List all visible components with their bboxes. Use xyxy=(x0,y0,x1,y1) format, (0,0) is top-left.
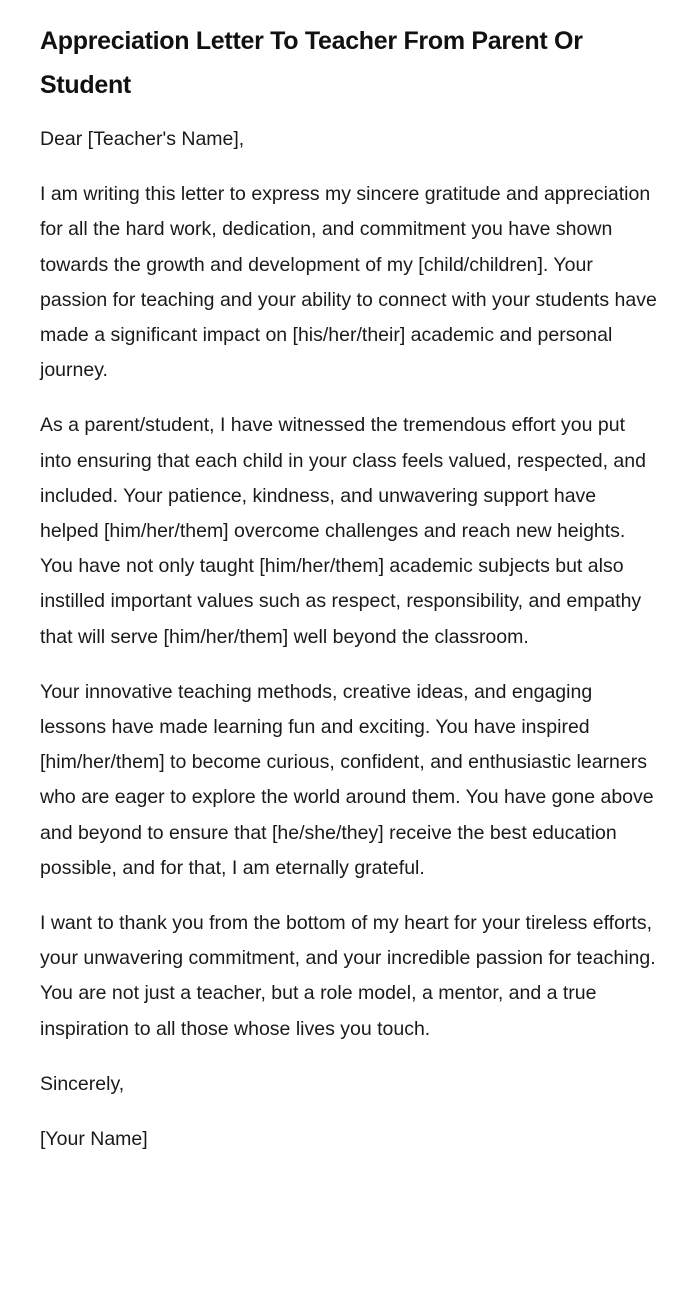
letter-paragraph: I am writing this letter to express my sincere gratitude and appreciation for all the hard work, dedication, and commitment you have shown towards the growth and development of my [child/children]. Your passion for teaching and your ability to connect with your students have made a significant impact on [his/her/their] academic and personal journey. xyxy=(40,183,657,382)
letter-signature: [Your Name] xyxy=(40,1128,148,1151)
letter-title: Appreciation Letter To Teacher From Parent Or Student xyxy=(40,27,583,99)
letter-paragraph: As a parent/student, I have witnessed the tremendous effort you put into ensuring that each child in your class feels valued, respected, and included. Your patience, kindness, and unwavering support have helped [him/her/them] overcome challenges and reach new heights. You have not only taught [him/her/them] academic subjects but also instilled important values such as respect, responsibility, and empathy that will serve [him/her/them] well beyond the classroom. xyxy=(40,414,646,648)
letter-salutation: Dear [Teacher's Name], xyxy=(40,128,245,150)
letter-paragraph: Your innovative teaching methods, creative ideas, and engaging lessons have made learning fun and exciting. You have inspired [him/her/them] to become curious, confident, and enthusiastic learners who are eager to explore the world around them. You have gone above and beyond to ensure that [he/she/they] receive the best education possible, and for that, I am eternally grateful. xyxy=(40,680,654,879)
letter-closing: Sincerely, xyxy=(40,1072,125,1095)
letter-paragraph: I want to thank you from the bottom of my heart for your tireless efforts, your unwavering commitment, and your incredible passion for teaching. You are not just a teacher, but a role model, a mentor, and a true inspiration to all those whose lives you touch. xyxy=(40,912,656,1040)
